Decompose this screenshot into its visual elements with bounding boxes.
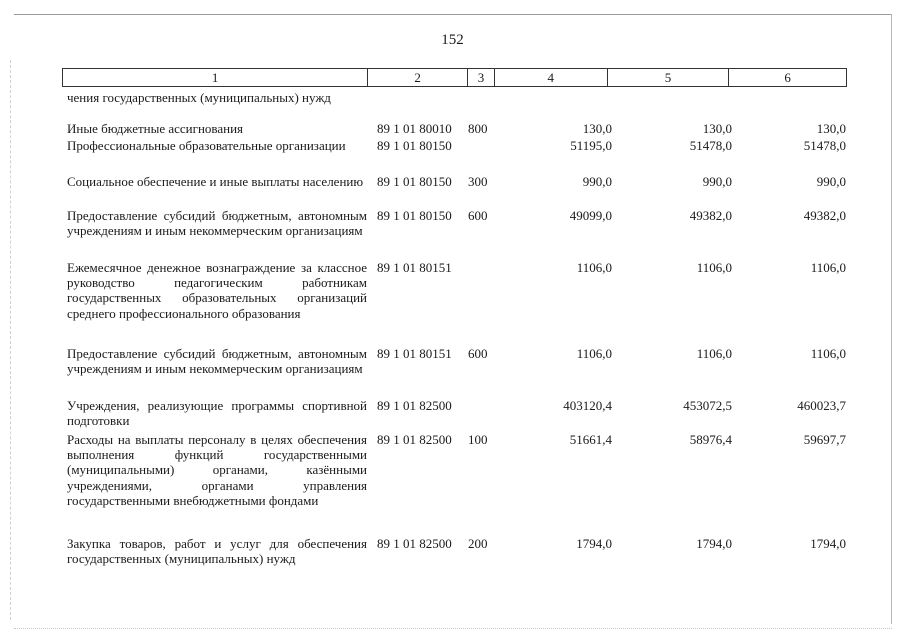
row-value-5: 453072,5 xyxy=(683,398,732,413)
page-edge-right xyxy=(891,14,892,624)
row-value-4: 130,0 xyxy=(582,121,612,136)
header-col-3: 3 xyxy=(468,69,495,86)
row-value-6: 49382,0 xyxy=(803,208,846,223)
row-value-4: 1106,0 xyxy=(576,260,612,275)
row-value-4: 1794,0 xyxy=(576,536,612,551)
row-type xyxy=(467,138,497,174)
table-body xyxy=(62,90,847,588)
row-value-5 xyxy=(612,90,732,121)
row-type xyxy=(467,398,497,432)
row-value-5: 1106,0 xyxy=(696,346,732,361)
row-code: 89 1 01 80150 xyxy=(377,174,452,189)
row-value-4 xyxy=(497,90,612,121)
row-value-6: 1106,0 xyxy=(810,346,846,361)
row-value-6: 1106,0 xyxy=(810,260,846,275)
row-value-4: 51195,0 xyxy=(570,138,612,153)
row-type: 800 xyxy=(468,121,488,136)
header-col-2: 2 xyxy=(368,69,468,86)
row-type: 600 xyxy=(468,346,488,361)
row-value-6: 990,0 xyxy=(816,174,846,189)
row-value-5: 49382,0 xyxy=(689,208,732,223)
row-name: Социальное обеспечение и иные выплаты населению xyxy=(67,174,364,189)
row-name: чения государственных (муниципальных) нужд xyxy=(67,90,331,105)
header-col-1: 1 xyxy=(63,69,368,86)
row-name: Профессиональные образовательные организации xyxy=(67,138,346,153)
table-row xyxy=(62,208,847,260)
row-code: 89 1 01 82500 xyxy=(377,398,452,413)
row-name: Предоставление субсидий бюджетным, автономным учреждениям и иным некоммерческим организациям xyxy=(67,208,367,239)
table-row xyxy=(62,346,847,398)
row-value-4: 990,0 xyxy=(582,174,612,189)
row-code: 89 1 01 80151 xyxy=(377,260,452,275)
row-value-4: 1106,0 xyxy=(576,346,612,361)
row-type: 600 xyxy=(468,208,488,223)
header-col-6: 6 xyxy=(784,70,791,85)
row-code: 89 1 01 82500 xyxy=(377,536,452,551)
row-name: Расходы на выплаты персоналу в целях обеспечения выполнения функций государственными (муниципальными) органами, казёнными учреждениями, органами управления государственными внебюджетными фондами xyxy=(67,432,367,508)
page-edge-top xyxy=(14,14,892,15)
row-name: Закупка товаров, работ и услуг для обеспечения государственных (муниципальных) нужд xyxy=(67,536,367,567)
table-row xyxy=(62,260,847,346)
row-code: 89 1 01 80150 xyxy=(377,208,452,223)
row-type xyxy=(467,90,497,121)
row-name: Ежемесячное денежное вознаграждение за классное руководство педагогическим работникам государственных образовательных организаций среднего профессионального образования xyxy=(67,260,367,321)
table-row xyxy=(62,138,847,174)
row-value-5: 1106,0 xyxy=(696,260,732,275)
table-row xyxy=(62,90,847,121)
header-col-5: 5 xyxy=(608,69,730,86)
row-value-5: 58976,4 xyxy=(689,432,732,447)
row-type: 200 xyxy=(468,536,488,551)
row-type xyxy=(467,260,497,346)
table-row xyxy=(62,432,847,536)
row-value-6: 59697,7 xyxy=(803,432,846,447)
row-value-6: 460023,7 xyxy=(797,398,846,413)
row-value-6 xyxy=(732,90,846,121)
row-value-4: 403120,4 xyxy=(563,398,612,413)
row-code xyxy=(367,90,467,121)
row-value-4: 49099,0 xyxy=(569,208,612,223)
row-name: Предоставление субсидий бюджетным, автономным учреждениям и иным некоммерческим организациям xyxy=(67,346,367,377)
page-edge-left xyxy=(10,60,11,620)
row-type: 100 xyxy=(468,432,488,447)
row-code: 89 1 01 80150 xyxy=(377,138,452,153)
row-code: 89 1 01 80010 xyxy=(377,121,452,136)
scan-artifact-bottom xyxy=(14,628,892,629)
row-code: 89 1 01 80151 xyxy=(377,346,452,361)
table-row xyxy=(62,536,847,588)
row-value-6: 130,0 xyxy=(816,121,846,136)
row-value-5: 130,0 xyxy=(702,121,732,136)
row-type: 300 xyxy=(468,174,488,189)
row-name: Иные бюджетные ассигнования xyxy=(67,121,244,136)
row-name: Учреждения, реализующие программы спортивной подготовки xyxy=(67,398,367,429)
page-number: 152 xyxy=(441,32,464,48)
row-value-4: 51661,4 xyxy=(569,432,612,447)
row-value-5: 990,0 xyxy=(702,174,732,189)
row-value-6: 1794,0 xyxy=(810,536,846,551)
table-header xyxy=(62,68,847,87)
row-code: 89 1 01 82500 xyxy=(377,432,452,447)
row-value-6: 51478,0 xyxy=(803,138,846,153)
table-row xyxy=(62,398,847,432)
table-row xyxy=(62,174,847,208)
header-col-4: 4 xyxy=(495,69,608,86)
row-value-5: 1794,0 xyxy=(696,536,732,551)
row-value-5: 51478,0 xyxy=(689,138,732,153)
table-row xyxy=(62,121,847,138)
